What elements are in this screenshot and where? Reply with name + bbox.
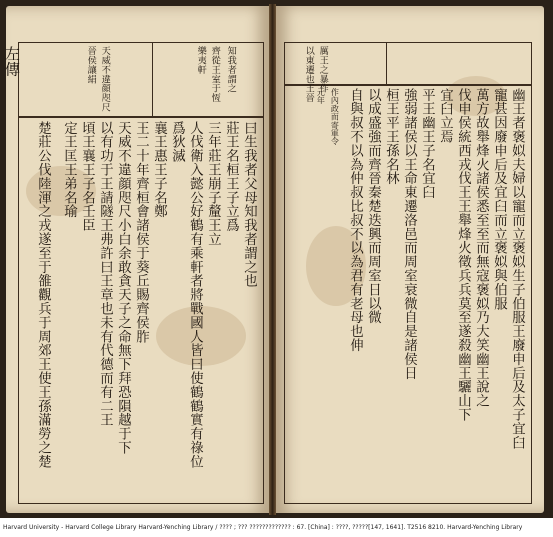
header-note: 厲王之暴作 [317, 46, 329, 93]
text-column: 楚莊公伐陸渾之戎遂至于雒觀兵于周郊王使王孫滿勞之楚 [35, 121, 51, 469]
text-column: 爲狄滅 [169, 121, 185, 163]
book-gutter [269, 4, 276, 515]
header-note: 知我者謂之 [225, 46, 237, 93]
text-column: 天威不違顔咫尺小白余敢貪天子之命無下拜恐隕越于下 [115, 121, 131, 455]
text-column: 伐申侯統西戎伐王王舉烽火徵兵兵莫至遂殺幽王驪山下 [455, 88, 471, 422]
text-column: 強弱諸侯以王命東遷洛邑而周室衰微自是諸侯日 [401, 88, 417, 380]
text-column: 莊王名桓王子立爲 [223, 121, 239, 233]
right-header-divider [386, 42, 387, 86]
header-note: 天威不違顔咫尺 [99, 46, 111, 112]
text-column: 以成盛強而齊晉秦楚迭興而周室日以微 [365, 88, 381, 325]
text-column: 三年莊王崩子釐王立 [205, 121, 221, 247]
header-note: 齊從王室于恆 [209, 46, 221, 103]
text-column: 平王幽王子名宜臼 [419, 88, 435, 200]
text-column: 自與叔不以為仲叔比叔不以為君有老母也伸 [347, 88, 363, 353]
text-column: 襄王惠王子名鄭 [151, 121, 167, 219]
header-note: 以東遷也王晉 [303, 46, 315, 103]
left-header-divider [152, 42, 153, 118]
left-page [3, 6, 269, 513]
text-column: 萬方故舉烽火諸侯悉至至而無寇褒姒乃大笑幽王說之 [473, 88, 489, 408]
text-column: 宜臼立焉 [437, 88, 453, 144]
text-column: 曰生我者父母知我者謂之也 [241, 121, 257, 288]
text-column: 寵甚因廢申后及宜臼而立褒姒與伯服 [491, 88, 507, 311]
text-column: 定王匡王弟名瑜 [61, 121, 77, 219]
header-note: 樂夷軒 [195, 46, 207, 75]
text-column: 桓王平王孫名林 [383, 88, 399, 186]
text-column: 幽王者褒姒夫婦以寵而立褒姒生子伯服王廢申后及太子宜臼 [509, 88, 525, 450]
left-header-rule [18, 116, 264, 118]
text-column: 頃王襄王子名壬臣 [79, 121, 95, 233]
small-note: 作內政而寄軍令 [330, 88, 340, 146]
text-column: 王二十年齊桓會諸侯于葵丘賜齊侯胙 [133, 121, 149, 344]
text-column: 以有功于王請隧王弗許曰王章也未有代德而有二王 [97, 121, 113, 427]
header-note: 晉侯讓絹 [85, 46, 97, 84]
right-page [276, 6, 544, 513]
library-credit-footer: Harvard University - Harvard College Library Harvard-Yenching Library / ???? ; ??? ????????????? : 67. [China] : ????, ?????[147, 1641]. T2516 8210. Harvard-Yenching Library [0, 518, 553, 537]
small-note: 元年 [316, 88, 326, 105]
margin-title: 左傳 [3, 46, 21, 77]
text-column: 人伐衛入懿公好鶴有乘軒者將戰國人皆曰使鶴鶴實有祿位 [187, 121, 203, 469]
